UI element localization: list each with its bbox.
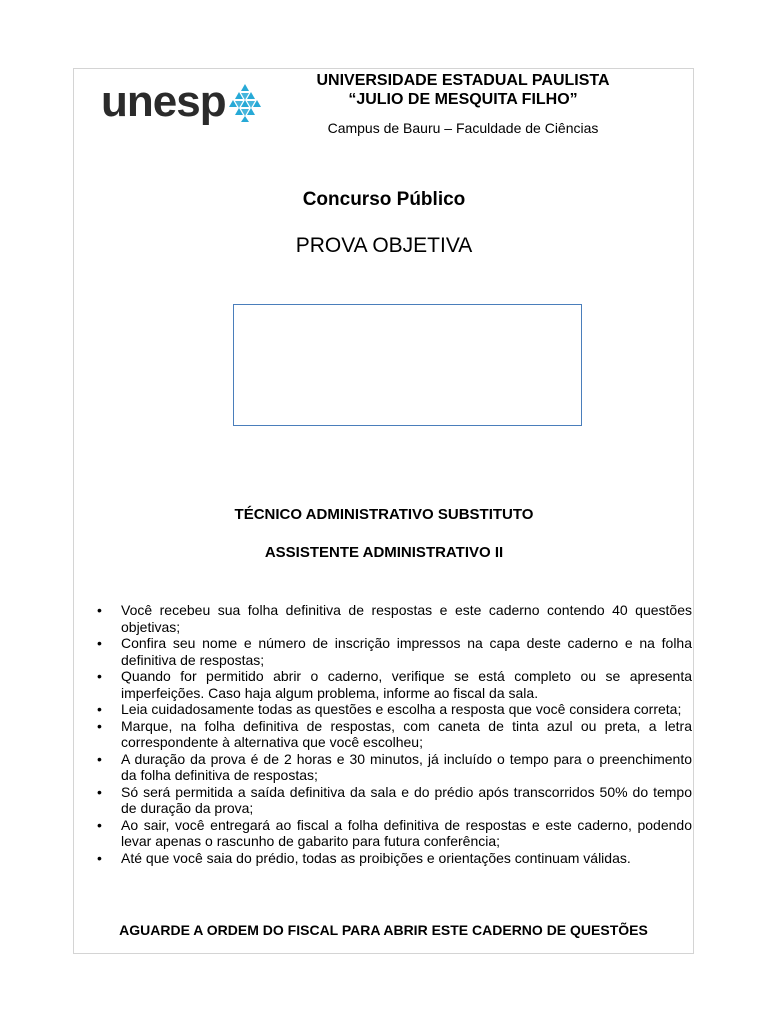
concurso-heading: Concurso Público [302, 189, 466, 210]
instruction-item [96, 784, 692, 817]
instruction-item [96, 635, 692, 668]
unesp-logo [101, 77, 263, 138]
instruction-item [96, 751, 692, 784]
prova-title: PROVA OBJETIVA [295, 234, 473, 257]
instruction-text: Ao sair, você entregará ao fiscal a folha definitiva de respostas e este caderno, podendo levar apenas o rascunho de gabarito para futura conferência; [121, 816, 692, 849]
bullet-icon: • [97, 783, 102, 800]
bullet-icon: • [97, 701, 102, 717]
bullet-icon: • [97, 849, 102, 866]
instruction-text: Marque, na folha definitiva de respostas, com caneta de tinta azul ou preta, a letra correspondente à alternativa que você escolheu; [121, 717, 692, 750]
position-subtitle: ASSISTENTE ADMINISTRATIVO II [264, 544, 504, 561]
bullet-icon: • [97, 668, 102, 684]
candidate-info-box [233, 304, 582, 426]
instruction-item [96, 701, 692, 718]
footer-warning: AGUARDE A ORDEM DO FISCAL PARA ABRIR ESTE CADERNO DE QUESTÕES [119, 922, 648, 938]
instruction-text: A duração da prova é de 2 horas e 30 minutos, já incluído o tempo para o preenchimento da folha definitiva de respostas; [121, 750, 692, 783]
instruction-text: Você recebeu sua folha definitiva de respostas e este caderno contendo 40 questões objetivas; [121, 602, 692, 635]
campus-line: Campus de Bauru – Faculdade de Ciências [327, 120, 599, 136]
bullet-icon: • [97, 717, 102, 734]
instruction-text: Só será permitida a saída definitiva da sala e do prédio após transcorridos 50% do tempo de duração da prova; [121, 783, 692, 816]
instruction-text: Quando for permitido abrir o caderno, verifique se está completo ou se apresenta imperfeições. Caso haja algum problema, informe ao fiscal da sala. [121, 668, 692, 701]
instruction-item [96, 850, 692, 867]
instruction-item [96, 602, 692, 635]
university-name: UNIVERSIDADE ESTADUAL PAULISTA [316, 72, 610, 89]
university-subtitle: “JULIO DE MESQUITA FILHO” [348, 91, 578, 108]
bullet-icon: • [97, 750, 102, 767]
bullet-icon: • [97, 602, 102, 618]
logo-triangle-mark-icon [225, 82, 265, 122]
instruction-item [96, 668, 692, 701]
instructions-list [96, 602, 692, 866]
instruction-text: Leia cuidadosamente todas as questões e escolha a resposta que você considera correta; [121, 701, 682, 717]
instruction-item [96, 817, 692, 850]
position-title: TÉCNICO ADMINISTRATIVO SUBSTITUTO [234, 506, 534, 523]
logo-wordmark: unesp [101, 77, 226, 126]
bullet-icon: • [97, 635, 102, 651]
instruction-item [96, 718, 692, 751]
bullet-icon: • [97, 816, 102, 833]
instruction-text: Confira seu nome e número de inscrição impressos na capa deste caderno e na folha definitiva de respostas; [121, 635, 692, 668]
instruction-text: Até que você saia do prédio, todas as proibições e orientações continuam válidas. [121, 849, 631, 866]
